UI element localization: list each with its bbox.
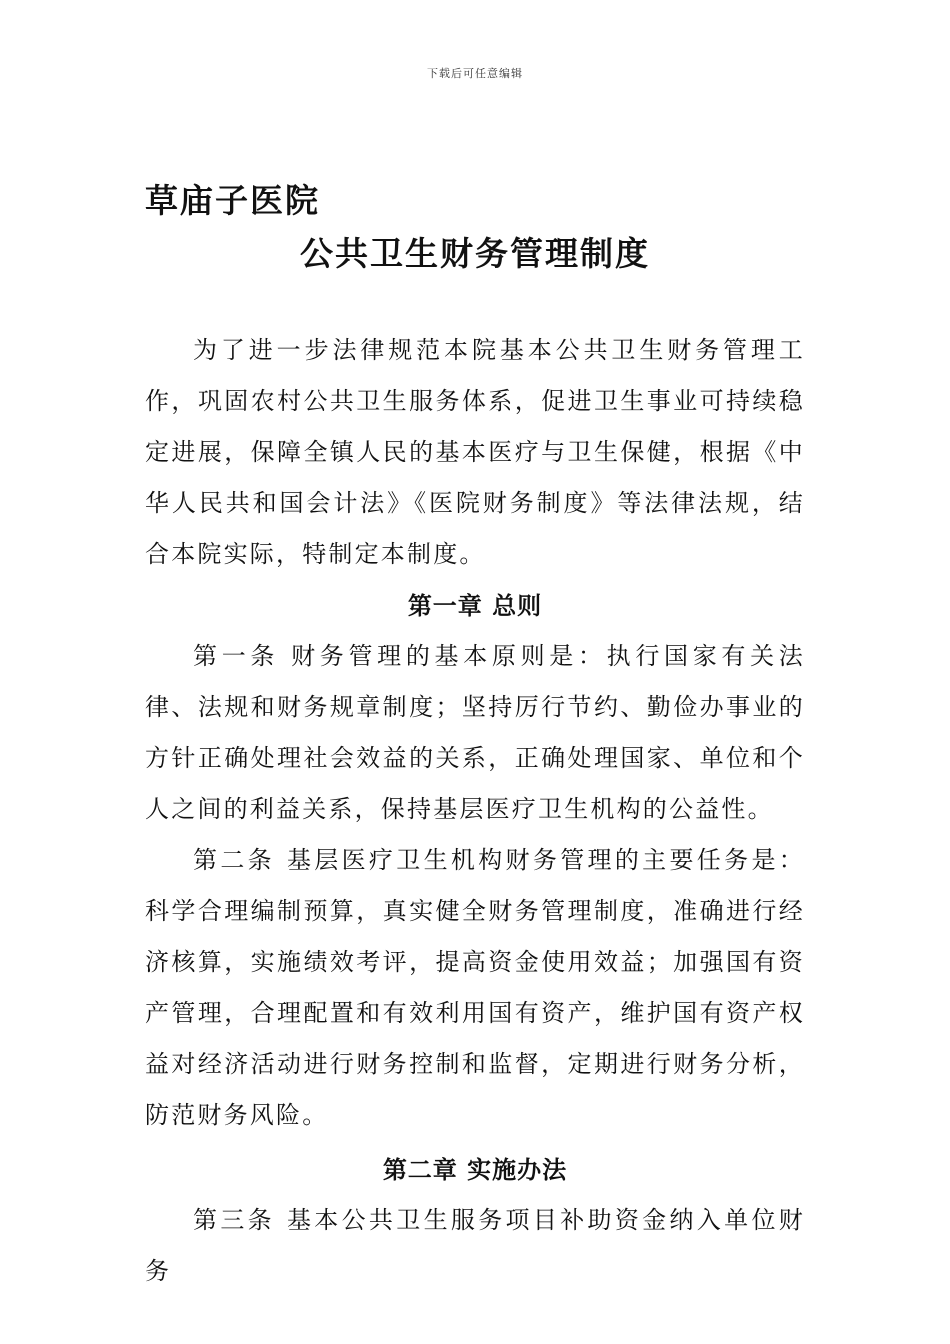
hospital-name: 草庙子医院: [145, 181, 320, 220]
document-body: [145, 325, 805, 1297]
article-2-text: 基层医疗卫生机构财务管理的主要任务是：科学合理编制预算，真实健全财务管理制度，准确进行经济核算，实施绩效考评，提高资金使用效益；加强国有资产管理，合理配置和有效利用国有资产，维护国有资产权益对经济活动进行财务控制和监督，定期进行财务分析，防范财务风险。: [145, 846, 805, 1129]
article-2-number: 第二条: [193, 846, 275, 874]
preamble-paragraph: 为了进一步法律规范本院基本公共卫生财务管理工作，巩固农村公共卫生服务体系，促进卫生事业可持续稳定进展，保障全镇人民的基本医疗与卫生保健，根据《中华人民共和国会计法》《医院财务制度》等法律法规，结合本院实际，特制定本制度。: [145, 336, 805, 568]
chapter-1-heading: 第一章 总则: [407, 591, 543, 620]
chapter-2-heading: 第二章 实施办法: [382, 1155, 568, 1184]
article-1-number: 第一条: [193, 642, 280, 670]
header-note: 下载后可任意编辑: [427, 67, 523, 80]
document-title: 公共卫生财务管理制度: [300, 234, 650, 273]
article-3-text: 基本公共卫生服务项目补助资金纳入单位财务: [145, 1206, 805, 1285]
article-3: [145, 1195, 805, 1297]
article-2: [145, 835, 805, 1141]
article-1: [145, 631, 805, 835]
article-1-text: 财务管理的基本原则是：执行国家有关法律、法规和财务规章制度；坚持厉行节约、勤俭办事业的方针正确处理社会效益的关系，正确处理国家、单位和个人之间的利益关系，保持基层医疗卫生机构的公益性。: [145, 642, 805, 823]
article-3-number: 第三条: [193, 1206, 275, 1234]
